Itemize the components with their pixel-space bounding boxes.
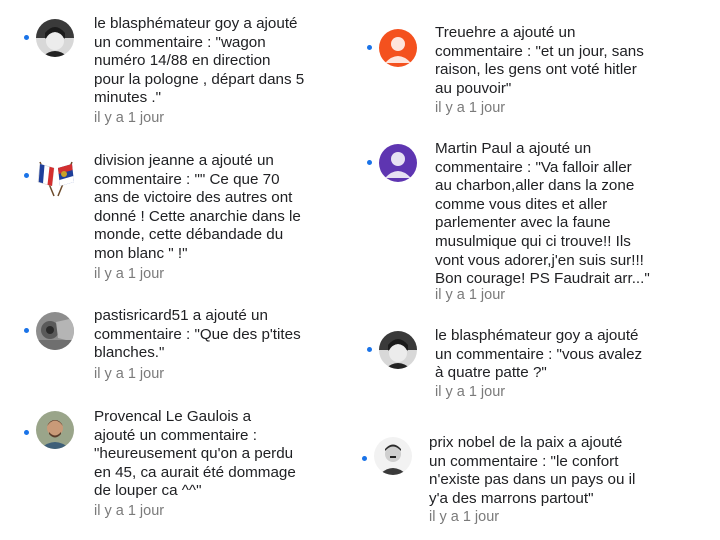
notification-item[interactable] xyxy=(362,135,712,310)
notification-time: il y a 1 jour xyxy=(435,384,506,400)
unread-dot xyxy=(367,160,372,165)
flags-image xyxy=(36,158,76,198)
notification-time: il y a 1 jour xyxy=(94,110,165,126)
notification-item[interactable] xyxy=(362,426,712,531)
unread-dot xyxy=(367,45,372,50)
avatar[interactable] xyxy=(379,144,417,182)
notification-item[interactable] xyxy=(0,400,350,530)
portrait-man-bw-image xyxy=(374,437,412,475)
notification-text: le blasphémateur goy a ajouté un commentaire : "wagon numéro 14/88 en direction pour la pologne , départ dans 5 minutes ." xyxy=(94,15,305,107)
unread-dot xyxy=(24,173,29,178)
notification-item[interactable] xyxy=(0,0,350,140)
avatar[interactable] xyxy=(36,19,74,57)
avatar[interactable] xyxy=(374,437,412,475)
photo-grey-image xyxy=(36,312,74,350)
notification-time: il y a 1 jour xyxy=(94,366,165,382)
portrait-bw-image xyxy=(36,19,74,57)
notification-item[interactable] xyxy=(0,148,350,288)
notification-text: division jeanne a ajouté un commentaire : "" Ce que 70 ans de victoire des autres ont donné ! Cette anarchie dans le monde, cette débandade du mon blanc " !" xyxy=(94,152,301,262)
unread-dot xyxy=(24,328,29,333)
notification-time: il y a 1 jour xyxy=(94,266,165,282)
notification-time: il y a 1 jour xyxy=(435,100,506,116)
default-user-icon xyxy=(379,144,417,182)
notification-item[interactable] xyxy=(362,0,712,125)
unread-dot xyxy=(367,347,372,352)
notification-text: pastisricard51 a ajouté un commentaire : "Que des p'tites blanches." xyxy=(94,307,301,362)
notification-time: il y a 1 jour xyxy=(94,503,165,519)
avatar[interactable] xyxy=(379,29,417,67)
avatar[interactable] xyxy=(379,331,417,369)
unread-dot xyxy=(362,456,367,461)
notification-text: Martin Paul a ajouté un commentaire : "Va falloir aller au charbon,aller dans la zone comme vous dites et aller parlementer avec la faune musulmique qui ci trouve!! Ils vont vous adorer,j'en suis sur!!! Bon courage! PS Faudrait arr..." xyxy=(435,140,650,288)
notification-text: le blasphémateur goy a ajouté un commentaire : "vous avalez à quatre patte ?" xyxy=(435,327,643,382)
notification-text: prix nobel de la paix a ajouté un commentaire : "le confort n'existe pas dans un pays ou il y'a des marrons partout" xyxy=(429,434,636,507)
photo-man-image xyxy=(36,411,74,449)
default-user-icon xyxy=(379,29,417,67)
notification-item[interactable] xyxy=(0,304,350,394)
notification-time: il y a 1 jour xyxy=(429,509,500,525)
unread-dot xyxy=(24,430,29,435)
avatar[interactable] xyxy=(36,411,74,449)
notification-item[interactable] xyxy=(362,322,712,407)
portrait-bw-image xyxy=(379,331,417,369)
unread-dot xyxy=(24,35,29,40)
avatar[interactable] xyxy=(36,312,74,350)
notification-text: Treuehre a ajouté un commentaire : "et un jour, sans raison, les gens ont voté hitler au pouvoir" xyxy=(435,24,644,97)
notification-text: Provencal Le Gaulois a ajouté un commentaire : "heureusement qu'on a perdu en 45, ca aurait été dommage de louper ca ^^" xyxy=(94,408,296,500)
avatar[interactable] xyxy=(36,158,74,196)
notification-time: il y a 1 jour xyxy=(435,287,506,303)
